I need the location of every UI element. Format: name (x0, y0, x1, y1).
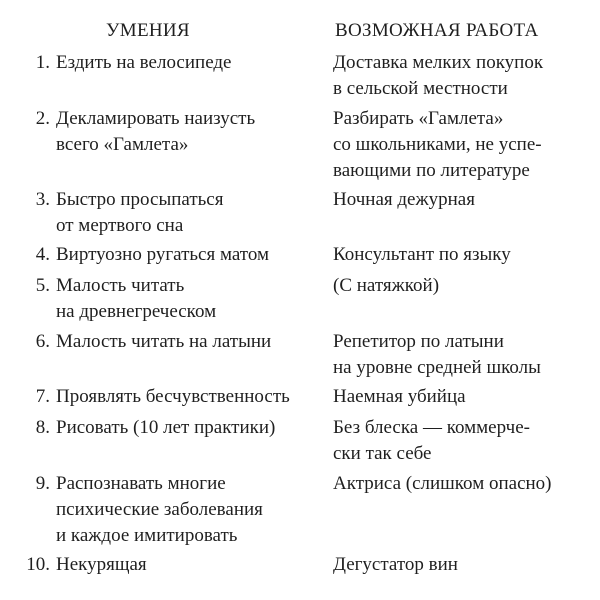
row-number: 6. (35, 331, 50, 352)
skill-line: Быстро просыпаться (56, 189, 224, 210)
skill-line: на древнегреческом (56, 301, 217, 322)
skill-line: Проявлять бесчувственность (56, 386, 290, 407)
job-cell (333, 384, 595, 410)
job-cell (333, 106, 595, 184)
header-jobs: ВОЗМОЖНАЯ РАБОТА (335, 20, 539, 41)
job-cell (333, 415, 595, 467)
skill-line: Малость читать на латыни (56, 331, 272, 352)
job-line: (С натяжкой) (333, 275, 440, 296)
job-line: ски так себе (333, 443, 432, 464)
skill-line: от мертвого сна (56, 215, 184, 236)
skill-cell (56, 273, 331, 325)
skill-cell (56, 329, 331, 355)
job-line: со школьниками, не успе- (333, 134, 542, 155)
job-cell (333, 187, 595, 213)
row-number: 5. (35, 275, 50, 296)
skill-cell (56, 471, 331, 549)
job-line: Наемная убийца (333, 386, 466, 407)
skill-line: Малость читать (56, 275, 185, 296)
row-number: 8. (35, 417, 50, 438)
skill-line: Некурящая (56, 554, 147, 575)
row-number: 7. (35, 386, 50, 407)
skill-line: Декламировать наизусть (56, 108, 256, 129)
skill-cell (56, 106, 331, 158)
skill-line: всего «Гамлета» (56, 134, 189, 155)
row-number: 1. (35, 52, 50, 73)
job-line: Без блеска — коммерче- (333, 417, 530, 438)
job-line: Консультант по языку (333, 244, 511, 265)
skill-cell (56, 552, 331, 578)
job-line: Разбирать «Гамлета» (333, 108, 504, 129)
job-line: Ночная дежурная (333, 189, 475, 210)
job-cell (333, 50, 595, 102)
skill-cell (56, 187, 331, 239)
job-cell (333, 471, 595, 497)
row-number: 3. (35, 189, 50, 210)
job-cell (333, 552, 595, 578)
job-line: Доставка мелких покупок (333, 52, 544, 73)
job-line: вающими по литературе (333, 160, 530, 181)
skill-line: Ездить на велосипеде (56, 52, 232, 73)
job-line: в сельской местности (333, 78, 508, 99)
job-line: Дегустатор вин (333, 554, 458, 575)
skill-line: и каждое имитировать (56, 525, 238, 546)
skill-cell (56, 50, 331, 76)
skill-line: Рисовать (10 лет практики) (56, 417, 276, 438)
row-number: 9. (35, 473, 50, 494)
job-cell (333, 329, 595, 381)
job-line: на уровне средней школы (333, 357, 541, 378)
skill-line: Распознавать многие (56, 473, 226, 494)
job-line: Актриса (слишком опасно) (333, 473, 552, 494)
row-number: 10. (26, 554, 50, 575)
skill-cell (56, 242, 331, 268)
job-cell (333, 273, 595, 299)
skill-line: психические заболевания (56, 499, 263, 520)
job-cell (333, 242, 595, 268)
job-line: Репетитор по латыни (333, 331, 504, 352)
row-number: 2. (35, 108, 50, 129)
header-skills: УМЕНИЯ (106, 20, 190, 41)
row-number: 4. (35, 244, 50, 265)
skill-cell (56, 384, 331, 410)
skill-line: Виртуозно ругаться матом (56, 244, 270, 265)
skill-cell (56, 415, 331, 441)
